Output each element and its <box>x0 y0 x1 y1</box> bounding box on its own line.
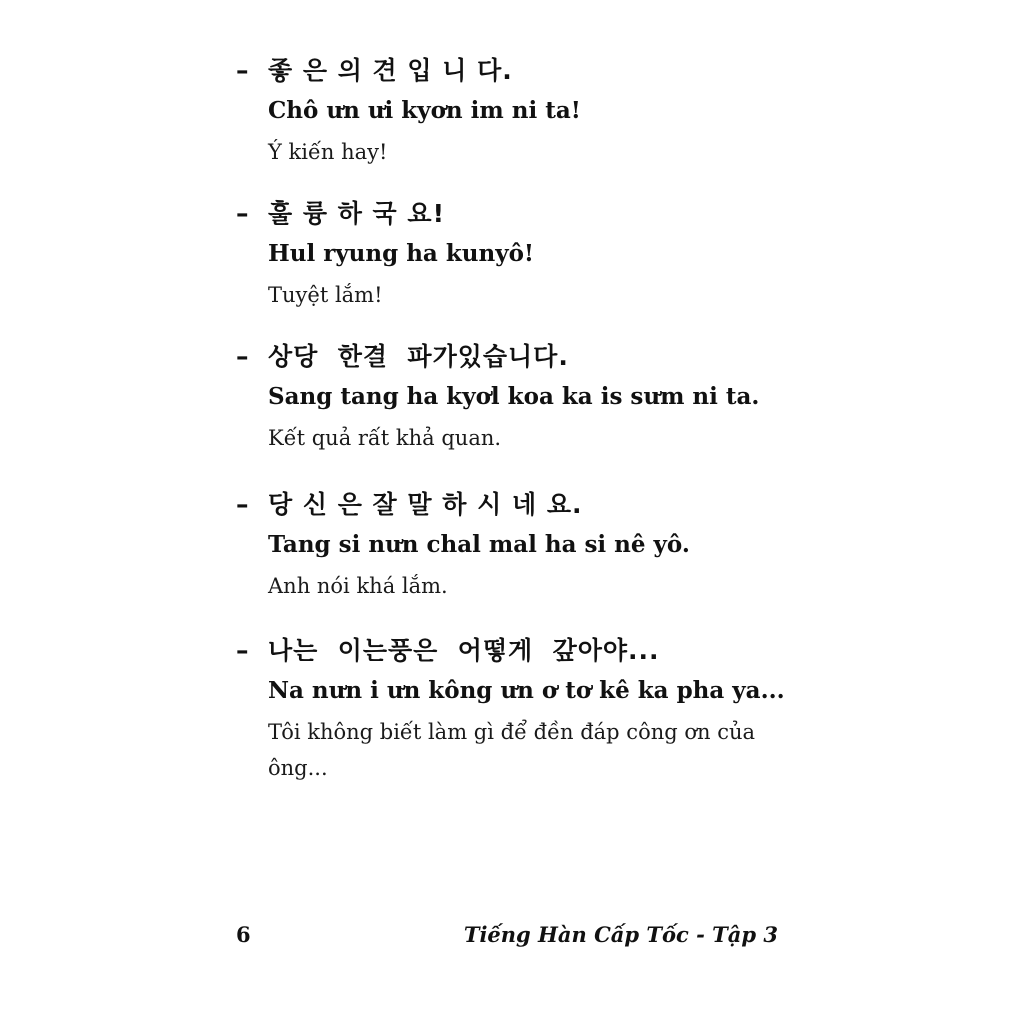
entry-dash: – <box>236 636 250 665</box>
korean-phrase <box>236 199 796 229</box>
romanization: Chô ưn ưi kyơn im ni ta! <box>268 97 581 124</box>
running-title: Tiếng Hàn Cấp Tốc - Tập 3 <box>463 922 778 947</box>
korean-phrase <box>236 490 796 520</box>
korean-text: 좋 은 의 견 입 니 다. <box>268 56 513 85</box>
romanization: Hul ryung ha kunyô! <box>268 240 535 267</box>
korean-phrase <box>236 56 796 86</box>
phrase-entry <box>236 199 796 313</box>
phrase-entry <box>236 342 796 456</box>
romanization: Tang si nưn chal mal ha si nê yô. <box>268 531 690 558</box>
phrase-entry <box>236 636 796 786</box>
romanization: Na nưn i ưn kông ưn ơ tơ kê ka pha ya... <box>268 677 785 704</box>
entry-dash: – <box>236 342 250 371</box>
entry-dash: – <box>236 490 250 519</box>
vietnamese-meaning: Ý kiến hay! <box>268 140 388 164</box>
vietnamese-meaning: Tuyệt lắm! <box>268 283 383 307</box>
korean-text: 훌 륭 하 국 요! <box>268 199 445 228</box>
romanization: Sang tang ha kyơl koa ka is sưm ni ta. <box>268 383 760 410</box>
korean-text: 당 신 은 잘 말 하 시 네 요. <box>268 490 583 519</box>
phrase-entry <box>236 490 796 604</box>
entry-dash: – <box>236 199 250 228</box>
phrase-entry <box>236 56 796 170</box>
korean-phrase <box>236 636 796 666</box>
entry-dash: – <box>236 56 250 85</box>
korean-text: 나는 이는풍은 어떻게 갚아야... <box>268 636 660 665</box>
korean-phrase <box>236 342 796 372</box>
vietnamese-meaning: Anh nói khá lắm. <box>268 574 448 598</box>
vietnamese-meaning: Kết quả rất khả quan. <box>268 426 502 450</box>
korean-text: 상당 한결 파가있습니다. <box>268 342 569 371</box>
vietnamese-meaning: Tôi không biết làm gì để đền đáp công ơn của ông... <box>268 720 755 780</box>
page-number: 6 <box>236 922 251 947</box>
